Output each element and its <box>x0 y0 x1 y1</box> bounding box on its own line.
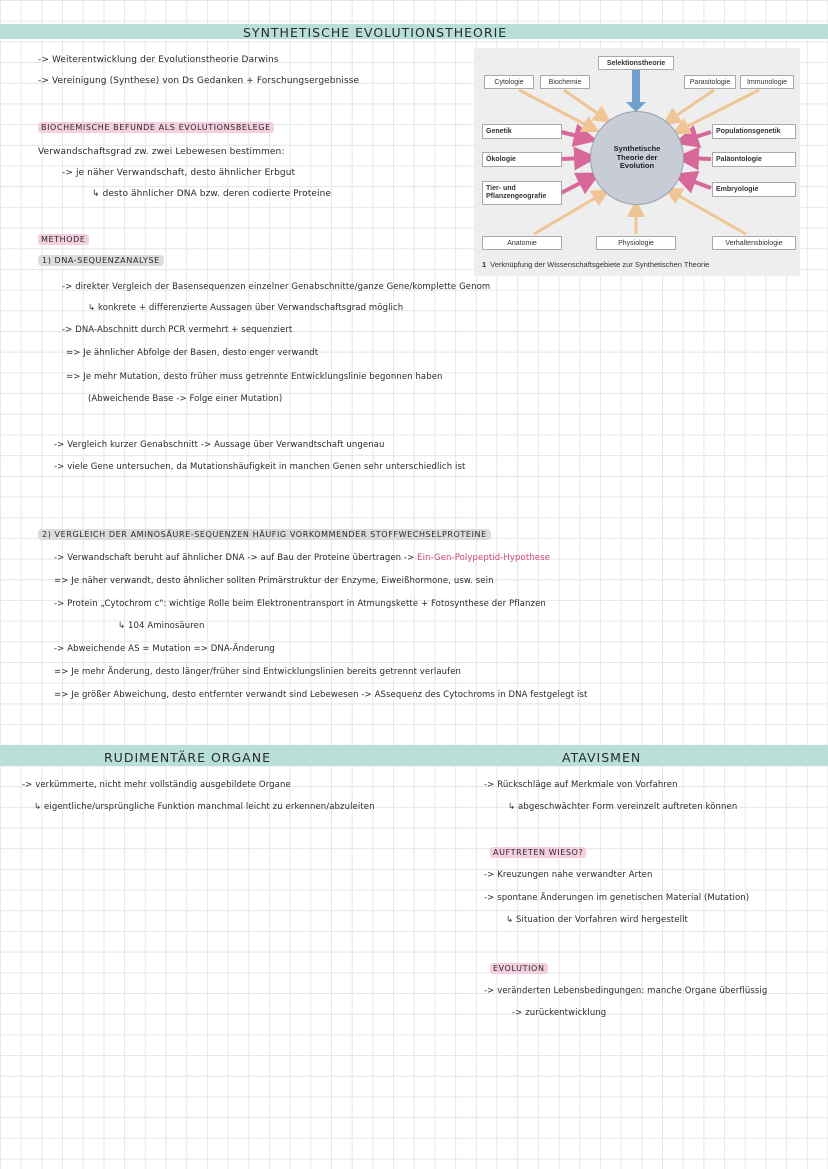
caption-number: 1 <box>482 260 487 269</box>
arrow-embryologie <box>684 178 711 188</box>
s2-heading: 2) VERGLEICH DER AMINOSÄURE-SEQUENZEN HÄUFIG VORKOMMENDER STOFFWECHSELPROTEINE <box>38 529 491 540</box>
evo-line-1: -> veränderten Lebensbedingungen: manche Organe überflüssig <box>484 986 768 996</box>
biochem-heading-wrap <box>38 123 274 133</box>
s2-line-7: => Je größer Abweichung, desto entfernter verwandt sind Lebewesen -> ASsequenz des Cytochroms in DNA festgelegt ist <box>54 690 588 700</box>
s1-line-8: -> viele Gene untersuchen, da Mutationshäufigkeit in manchen Genen sehr unterschiedlich ist <box>54 462 466 472</box>
s1-line-5: => Je mehr Mutation, desto früher muss getrennte Entwicklungslinie begonnen haben <box>66 372 443 382</box>
why-line-1: -> Kreuzungen nahe verwandter Arten <box>484 870 653 880</box>
methode-heading-wrap <box>38 235 89 245</box>
center-text: Synthetische Theorie der Evolution <box>613 144 661 171</box>
arrow-oekologie <box>561 158 586 159</box>
caption-text: Verknüpfung der Wissenschaftsgebiete zur Synthetischen Theorie <box>490 260 710 269</box>
why-heading: AUFTRETEN WIESO? <box>490 847 586 858</box>
s2-line-4: ↳ 104 Aminosäuren <box>118 621 205 631</box>
s2-line-6: => Je mehr Änderung, desto länger/früher sind Entwicklungslinien bereits getrennt verlaufen <box>54 667 462 677</box>
s2-heading-wrap <box>38 530 491 540</box>
evo-heading: EVOLUTION <box>490 963 548 974</box>
biochem-line-2: -> je näher Verwandschaft, desto ähnlicher Erbgut <box>62 168 296 178</box>
s1-line-2: ↳ konkrete + differenzierte Aussagen über Verwandschaftsgrad möglich <box>88 303 404 313</box>
intro-line-1: -> Weiterentwicklung der Evolutionstheorie Darwins <box>38 55 279 65</box>
box-immunologie: Immunologie <box>740 75 794 89</box>
arrow-tiergeo <box>561 178 590 193</box>
arrow-populationsgenetik <box>686 132 711 140</box>
biochem-line-1: Verwandschaftsgrad zw. zwei Lebewesen bestimmen: <box>38 147 285 157</box>
rudimentaer-title: RUDIMENTÄRE ORGANE <box>104 750 271 765</box>
methode-heading: METHODE <box>38 234 89 245</box>
box-oekologie: Ökologie <box>482 152 562 167</box>
rudimentaer-line-1: -> verkümmerte, nicht mehr vollständig ausgebildete Organe <box>22 780 291 790</box>
box-verhaltensbiologie: Verhaltensbiologie <box>712 236 796 250</box>
why-heading-wrap <box>490 848 586 858</box>
atavismen-title: ATAVISMEN <box>562 750 642 765</box>
box-biochemie: Biochemie <box>540 75 590 89</box>
why-line-3: ↳ Situation der Vorfahren wird hergestellt <box>506 915 688 925</box>
s2-line-1-text: -> Verwandschaft beruht auf ähnlicher DNA -> auf Bau der Proteine übertragen -> <box>54 553 415 563</box>
rudimentaer-line-2: ↳ eigentliche/ursprüngliche Funktion manchmal leicht zu erkennen/abzuleiten <box>34 802 375 812</box>
s1-heading: 1) DNA-SEQUENZANALYSE <box>38 255 164 266</box>
arrow-cytologie <box>519 90 592 128</box>
biochem-heading: BIOCHEMISCHE BEFUNDE ALS EVOLUTIONSBELEGE <box>38 122 274 133</box>
box-genetik: Genetik <box>482 124 562 139</box>
arrow-biochemie <box>564 90 604 118</box>
box-cytologie: Cytologie <box>484 75 534 89</box>
s1-line-4: => Je ähnlicher Abfolge der Basen, desto enger verwandt <box>66 348 319 358</box>
box-physiologie: Physiologie <box>596 236 676 250</box>
evolution-diagram <box>474 48 800 276</box>
why-line-2: -> spontane Änderungen im genetischen Material (Mutation) <box>484 893 750 903</box>
box-palaeontologie: Paläontologie <box>712 152 796 167</box>
s1-line-7: -> Vergleich kurzer Genabschnitt -> Aussage über Verwandtschaft ungenau <box>54 440 385 450</box>
s2-line-1 <box>54 553 550 563</box>
evo-heading-wrap <box>490 964 548 974</box>
page-title: SYNTHETISCHE EVOLUTIONSTHEORIE <box>243 25 508 40</box>
atavismen-line-2: ↳ abgeschwächter Form vereinzelt auftreten können <box>508 802 738 812</box>
s2-line-2: => Je näher verwandt, desto ähnlicher sollten Primärstruktur der Enzyme, Eiweißhormone, usw. sein <box>54 576 494 586</box>
center-circle <box>590 111 684 205</box>
hypothesis-highlight: Ein-Gen-Polypeptid-Hypothese <box>417 553 550 563</box>
evo-line-2: -> zurückentwicklung <box>512 1008 607 1018</box>
arrow-selektion-shaft <box>632 70 640 102</box>
s1-line-6: (Abweichende Base -> Folge einer Mutation) <box>88 394 283 404</box>
arrow-verhaltensbiologie <box>672 192 746 234</box>
s1-line-1: -> direkter Vergleich der Basensequenzen einzelner Genabschnitte/ganze Gene/komplette Genom <box>62 282 491 292</box>
box-selektionstheorie: Selektionstheorie <box>598 56 674 70</box>
s1-heading-wrap <box>38 256 164 266</box>
box-anatomie: Anatomie <box>482 236 562 250</box>
box-parasitologie: Parasitologie <box>684 75 736 89</box>
intro-line-2: -> Vereinigung (Synthese) von Ds Gedanken + Forschungsergebnisse <box>38 76 360 86</box>
arrow-genetik <box>561 132 586 138</box>
s2-line-3: -> Protein „Cytochrom c": wichtige Rolle beim Elektronentransport in Atmungskette + Fotosynthese der Pflanzen <box>54 599 546 609</box>
box-embryologie: Embryologie <box>712 182 796 197</box>
s2-line-5: -> Abweichende AS = Mutation => DNA-Änderung <box>54 644 275 654</box>
arrow-palaeontologie <box>687 158 711 159</box>
box-tier-pflanzengeografie: Tier- und Pflanzengeografie <box>482 181 562 205</box>
s1-line-3: -> DNA-Abschnitt durch PCR vermehrt + sequenziert <box>62 325 293 335</box>
biochem-line-3: ↳ desto ähnlicher DNA bzw. deren codierte Proteine <box>92 189 332 199</box>
atavismen-line-1: -> Rückschläge auf Merkmale von Vorfahren <box>484 780 678 790</box>
figure-caption <box>482 260 709 269</box>
box-populationsgenetik: Populationsgenetik <box>712 124 796 139</box>
